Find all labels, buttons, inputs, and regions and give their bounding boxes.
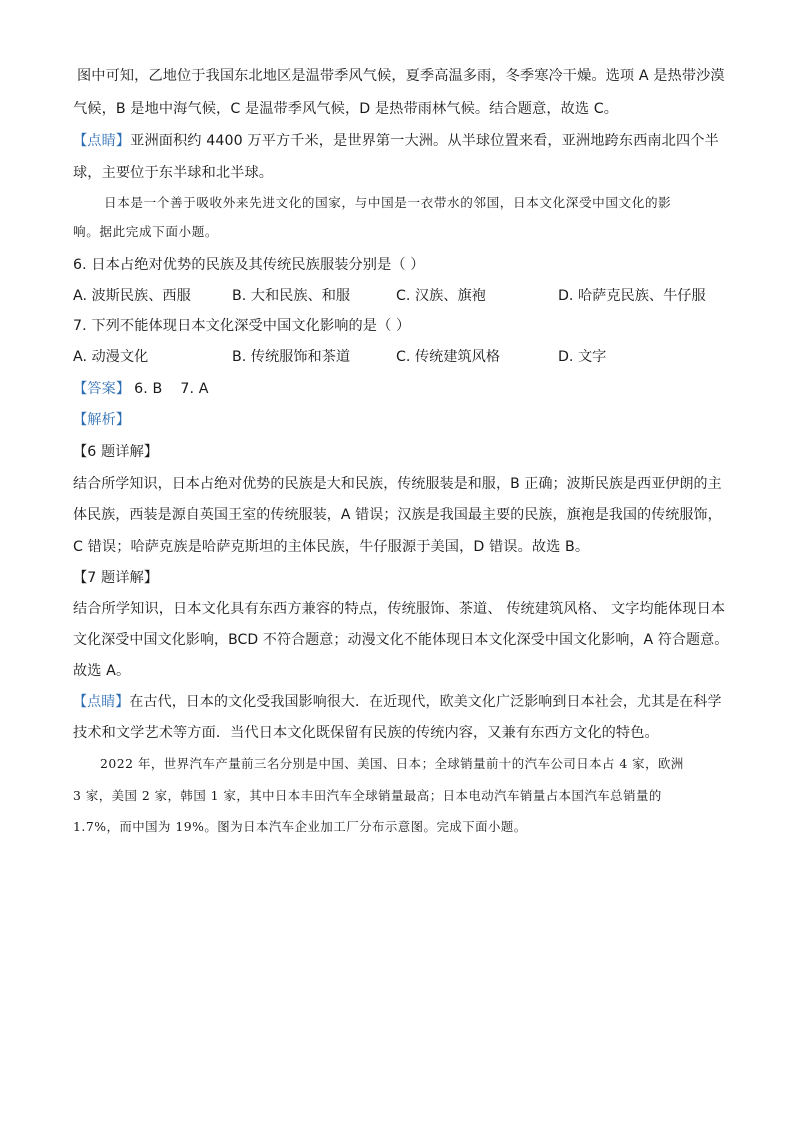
dianjing-line-2: 球，主要位于东半球和北半球。 xyxy=(73,165,274,181)
detail-6-line-3: C 错误；哈萨克族是哈萨克斯坦的主体民族，牛仔服源于美国，D 错误。故选 B。 xyxy=(73,539,590,555)
material-auto-line-1: 2022 年，世界汽车产量前三名分别是中国、美国、日本；全球销量前十的汽车公司日本占 4 家，欧洲 xyxy=(100,756,684,771)
answer-q6: 6. B xyxy=(134,381,163,397)
dianjing-text-1: 亚洲面积约 4400 万平方千米，是世界第一大洲。从半球位置来看，亚洲地跨东西南北四个半 xyxy=(130,133,719,149)
material-auto-line-3: 1.7%，而中国为 19%。图为日本汽车企业加工厂分布示意图。完成下面小题。 xyxy=(73,819,527,834)
analysis-tag: 【解析】 xyxy=(73,412,131,428)
detail-7-heading: 【7 题详解】 xyxy=(73,570,159,586)
answer-q7: 7. A xyxy=(180,381,209,397)
dianjing-2-text-1: 在古代，日本的文化受我国影响很大．在近现代，欧美文化广泛影响到日本社会，尤其是在科学 xyxy=(129,694,722,710)
question-7-option-b: B. 传统服饰和茶道 xyxy=(232,349,351,365)
dianjing-2-line-2: 技术和文学艺术等方面．当代日本文化既保留有民族的传统内容，又兼有东西方文化的特色。 xyxy=(73,725,659,741)
detail-7-line-2: 文化深受中国文化影响，BCD 不符合题意；动漫文化不能体现日本文化深受中国文化影响，A 符合题意。 xyxy=(73,632,729,648)
answer-tag: 【答案】 xyxy=(73,381,131,397)
question-6-option-c: C. 汉族、旗袍 xyxy=(396,288,486,304)
detail-6-line-2: 体民族，西装是源自英国王室的传统服装，A 错误；汉族是我国最主要的民族，旗袍是我国的传统服饰， xyxy=(73,507,722,523)
detail-6-line-1: 结合所学知识，日本占绝对优势的民族是大和民族，传统服装是和服，B 正确；波斯民族是西亚伊朗的主 xyxy=(73,476,722,492)
question-6-stem: 6. 日本占绝对优势的民族及其传统民族服装分别是（ ） xyxy=(73,257,425,273)
detail-6-heading: 【6 题详解】 xyxy=(73,444,159,460)
question-6-option-d: D. 哈萨克民族、牛仔服 xyxy=(558,288,706,304)
material-auto-line-2: 3 家，美国 2 家，韩国 1 家，其中日本丰田汽车全球销量最高；日本电动汽车销量占本国汽车总销量的 xyxy=(73,788,662,803)
answer-row xyxy=(73,379,209,399)
dianjing-2-block xyxy=(73,692,722,712)
detail-7-line-1: 结合所学知识，日本文化具有东西方兼容的特点，传统服饰、茶道、 传统建筑风格、 文字均能体现日本 xyxy=(73,601,726,617)
dianjing-block-1 xyxy=(73,131,719,151)
material-japan-line-1: 日本是一个善于吸收外来先进文化的国家，与中国是一衣带水的邻国，日本文化深受中国文化的影 xyxy=(104,195,672,210)
question-6-option-b: B. 大和民族、和服 xyxy=(232,288,351,304)
question-7-option-d: D. 文字 xyxy=(558,349,607,365)
question-7-option-a: A. 动漫文化 xyxy=(73,349,149,365)
detail-7-line-3: 故选 A。 xyxy=(73,663,131,679)
intro-line-1: 图中可知，乙地位于我国东北地区是温带季风气候，夏季高温多雨，冬季寒冷干燥。选项 A 是热带沙漠 xyxy=(77,68,725,84)
intro-line-2: 气候，B 是地中海气候，C 是温带季风气候，D 是热带雨林气候。结合题意，故选 C。 xyxy=(73,101,619,117)
material-japan-line-2: 响。据此完成下面小题。 xyxy=(73,224,219,239)
question-7-option-c: C. 传统建筑风格 xyxy=(396,349,501,365)
dianjing-tag: 【点睛】 xyxy=(73,133,131,149)
question-6-option-a: A. 波斯民族、西服 xyxy=(73,288,191,304)
question-7-stem: 7. 下列不能体现日本文化深受中国文化影响的是（ ） xyxy=(73,318,411,334)
dianjing-2-tag: 【点睛】 xyxy=(73,694,130,710)
